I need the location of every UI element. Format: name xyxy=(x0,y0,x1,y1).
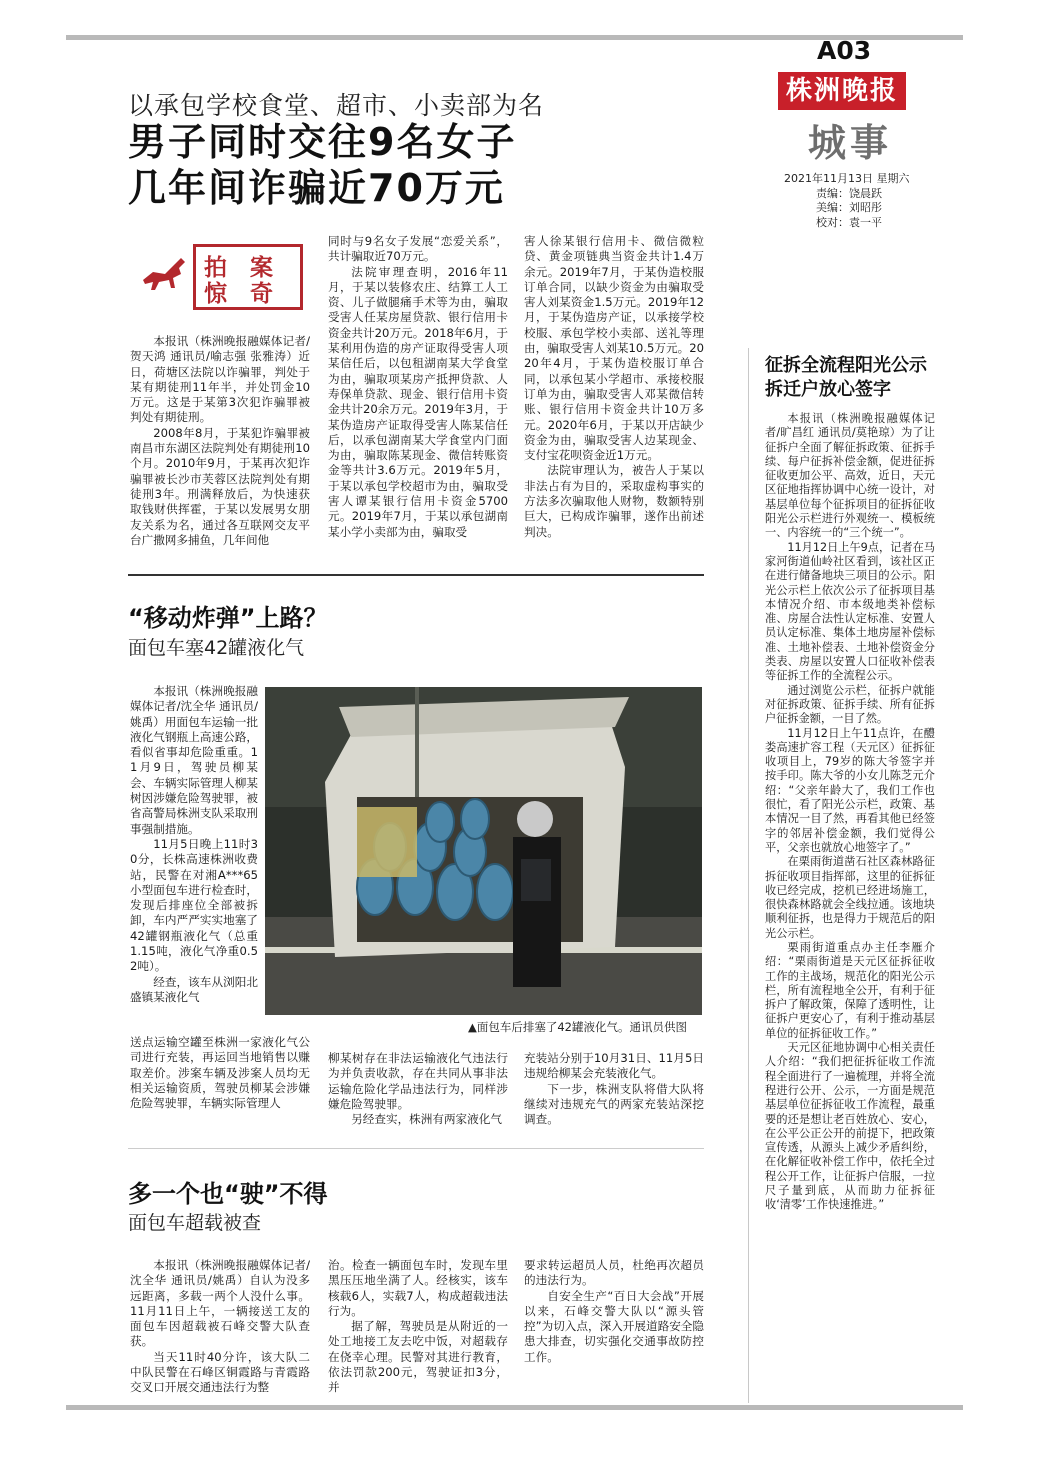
seal-char-3: 惊 xyxy=(204,280,227,307)
paragraph: 法院审理查明，2016年11月，于某以装修农庄、结算工人工资、儿子做腿痛手术等为由，骗取受害人任某房屋贷款、银行信用卡资金共计20万元。2018年6月，于某利用伪造的房产证取得受害人项某信任后，以包租湖南某大学食堂为由，骗取项某房产抵押贷款、人寿保单贷款、现金、银行信用卡资金共计20余万元。2019年3月，于某伪造房产证取得受害人陈某信任后，以承包湖南某大学食堂内门面为由，骗取陈某现金、微信转账资金等共计3.6万元。2019年5月，于某以承包学校超市为由，骗取受害人谭某银行信用卡资金5700元。2019年7月，于某以承包湖南某小学小卖部为由，骗取受 xyxy=(328,264,508,539)
page-number: A03 xyxy=(817,36,872,65)
story2-col-1 xyxy=(130,684,258,1005)
paragraph: 据了解，驾驶员是从附近的一处工地接工友去吃中饭，对超载存在侥幸心理。民警对其进行教育，依法罚款200元，驾驶证扣3分，并 xyxy=(328,1319,508,1395)
paragraph: 11月12日上午11点许，在醴娄高速扩容工程（天元区）征拆征收项目上，79岁的陈大爷签字并按手印。陈大爷的小女儿陈芝元介绍：“父亲年龄大了，我们工作也很忙，看了阳光公示栏，政策、基本情况一目了然，再看其他已经签字的邻居补偿金额，我们觉得公平，父亲也就放心地签字了。” xyxy=(765,726,935,854)
sidebar-headline-line2: 拆迁户放心签字 xyxy=(765,379,891,400)
paragraph: 本报讯（株洲晚报融媒体记者/沈全华 通讯员/姚禹）自认为没多远距离，多载一两个人没什么事。11月11日上午，一辆接送工友的面包车因超载被石峰交警大队查获。 xyxy=(130,1258,310,1349)
paragraph: 柳某树存在非法运输液化气违法行为并负责收款，存在共同从事非法运输危险化学品违法行为，同样涉嫌危险驾驶罪。 xyxy=(328,1051,508,1111)
story3-headline: 多一个也“驶”不得 xyxy=(128,1180,328,1208)
paragraph: 要求转运超员人员，杜绝再次超员的违法行为。 xyxy=(524,1258,704,1288)
paragraph: 自安全生产“百日大会战”开展以来，石峰交警大队以“源头管控”为切入点，深入开展道路安全隐患大排查，切实强化交通事故防控工作。 xyxy=(524,1288,704,1364)
story3-subhead: 面包车超载被查 xyxy=(128,1212,262,1234)
sidebar-headline-line1: 征拆全流程阳光公示 xyxy=(765,355,927,376)
credit-designer: 美编：刘昭彤 xyxy=(816,201,882,214)
lead-col-1 xyxy=(130,334,310,548)
section-divider-1 xyxy=(128,574,704,576)
horse-icon xyxy=(135,250,195,300)
story2-bottom-col-1 xyxy=(130,1035,310,1111)
credit-editor: 责编：饶晨跃 xyxy=(816,186,882,200)
section-divider-2 xyxy=(128,1148,704,1149)
story2-bottom-col-3 xyxy=(524,1051,704,1127)
seal-char-1: 拍 xyxy=(204,254,227,281)
paragraph: 2008年8月，于某犯诈骗罪被南昌市东湖区法院判处有期徒刑10个月。2010年9月，于某再次犯诈骗罪被长沙市芙蓉区法院判处有期徒刑3年。刑满释放后，为快速获取钱财供挥霍，于某以发展男女朋友关系为名，通过各互联网交友平台广撒网多捕鱼，几年间他 xyxy=(130,425,310,547)
paragraph: 栗雨街道重点办主任李雁介绍：“栗雨街道是天元区征拆征收工作的主战场，规范化的阳光公示栏，所有流程地全公开，有利于征拆户了解政策，保障了透明性，让征拆户更安心了，有利于推动基层单位的征拆征收工作。” xyxy=(765,940,935,1040)
story3-col-2 xyxy=(328,1258,508,1396)
section-title: 城事 xyxy=(808,120,893,165)
paragraph: 在栗雨街道凿石社区森林路征拆征收项目指挥部，这里的征拆征收已经完成，挖机已经进场施工，很快森林路就会全线拉通。该地块顺利征拆，也是得力于规范后的阳光公示栏。 xyxy=(765,855,935,940)
lead-col-2 xyxy=(328,234,508,540)
paragraph: 本报讯（株洲晚报融媒体记者/沈全华 通讯员/姚禹）用面包车运输一批液化气钢瓶上高速公路，看似省事却危险重重。11月9日，驾驶员柳某会、车辆实际管理人柳某树因涉嫌危险驾驶罪，被省高警局株洲支队采取刑事强制措施。 xyxy=(130,684,258,836)
credit-proofreader: 校对：袁一平 xyxy=(816,215,882,229)
seal-char-2: 案 xyxy=(250,254,273,281)
paragraph: 11月12日上午9点，记者在马家河街道仙岭社区看到，该社区正在进行储备地块三项目的公示。阳光公示栏上依次公示了征拆项目基本情况介绍、市本级地类补偿标准、房屋合法性认定标准、安置人员认定标准、集体土地房屋补偿标准、土地补偿表、土地补偿资金分类表、房屋以安置人口征收补偿表等征拆工作的全流程公示。 xyxy=(765,540,935,683)
sidebar-divider xyxy=(748,348,749,1403)
paragraph: 通过浏览公示栏，征拆户就能对征拆政策、征拆手续、所有征拆户征拆金额，一目了然。 xyxy=(765,683,935,726)
story2-bottom-col-2 xyxy=(328,1051,508,1127)
story3-col-3 xyxy=(524,1258,704,1365)
story2-subhead: 面包车塞42罐液化气 xyxy=(128,637,305,659)
paragraph: 本报讯（株洲晚报融媒体记者/贺天鸿 通讯员/喻志强 张雅涛）近日，荷塘区法院以诈骗罪，判处于某有期徒刑11年半，并处罚金10万元。这是于某第3次犯诈骗罪被判处有期徒刑。 xyxy=(130,334,310,425)
seal-char-4: 奇 xyxy=(250,280,273,307)
paragraph: 法院审理认为，被告人于某以非法占有为目的，采取虚构事实的方法多次骗取他人财物，数额特别巨大，已构成诈骗罪，遂作出前述判决。 xyxy=(524,463,704,539)
lead-headline-line1: 男子同时交往9名女子 xyxy=(128,120,517,164)
issue-date: 2021年11月13日 星期六 xyxy=(784,172,910,185)
lead-headline-line2: 几年间诈骗近70万元 xyxy=(128,166,505,210)
lead-col-3 xyxy=(524,234,704,540)
story3-col-1 xyxy=(130,1258,310,1396)
paragraph: 另经查实，株洲有两家液化气 xyxy=(351,1112,502,1127)
paragraph: 本报讯（株洲晚报融媒体记者/旷昌红 通讯员/莫艳琼）为了让征拆户全面了解征拆政策、征拆手续、每户征拆补偿金额，促进征拆征收更加公平、高效，近日，天元区征地指挥协调中心统一设计，对基层单位每个征拆项目的征拆征收阳光公示栏进行外观统一、模板统一、内容统一的“三个统一”。 xyxy=(765,412,935,540)
paragraph: 充装站分别于10月31日、11月5日违规给柳某会充装液化气。 xyxy=(524,1051,704,1081)
story2-headline: “移动炸弹”上路？ xyxy=(128,604,328,632)
seal-frame xyxy=(193,244,303,310)
credits-block xyxy=(784,172,910,230)
sidebar-body xyxy=(765,412,935,1213)
paragraph: 下一步，株洲支队将借大队将继续对违规充气的两家充装站深挖调查。 xyxy=(524,1081,704,1127)
newspaper-logo: 株洲晚报 xyxy=(778,72,906,110)
paragraph: 11月5日晚上11时30分，长株高速株洲收费站，民警在对湘A***65小型面包车进行检查时，发现后排座位全部被拆卸，车内严严实实地塞了42罐钢瓶液化气（总重1.15吨，液化气净重0.52吨）。 xyxy=(130,836,258,974)
photo-caption: ▲面包车后排塞了42罐液化气。通讯员供图 xyxy=(468,1020,687,1034)
van-loaded-with-gas-cylinders-photo xyxy=(265,687,702,1015)
paragraph: 治。检查一辆面包车时，发现车里黑压压地坐满了人。经核实，该车核载6人，实载7人，构成超载违法行为。 xyxy=(328,1258,508,1318)
news-photo-van xyxy=(265,687,702,1015)
paragraph: 害人徐某银行信用卡、微信微粒贷、黄金项链典当资金共计1.4万余元。2019年7月，于某伪造校服订单合同，以缺少资金为由骗取受害人刘某资金1.5万元。2019年12月，于某伪造房产证，以承接学校校服、承包学校小卖部、送礼等理由，骗取受害人刘某10.5万元。2020年4月，于某伪造校服订单合同，以承包某小学超市、承接校服订单为由，骗取受害人邓某微信转账、银行信用卡资金共计10万多元。2020年6月，于某以开店缺少资金为由，骗取受害人边某现金、支付宝花呗资金近1万元。 xyxy=(524,234,704,463)
bottom-rule xyxy=(66,1405,963,1410)
paragraph: 经查，该车从浏阳北盛镇某液化气 xyxy=(130,974,258,1004)
column-seal xyxy=(132,241,304,309)
paragraph: 同时与9名女子发展“恋爱关系”，共计骗取近70万元。 xyxy=(328,234,508,264)
paragraph: 天元区征地协调中心相关责任人介绍：“我们把征拆征收工作流程全面进行了一遍梳理，并将全流程进行公开、公示，一方面是规范基层单位征拆征收工作流程，最重要的还是想让老百姓放心、安心，在公平公正公开的前提下，把政策宣传透，从源头上减少矛盾纠纷，在化解征收补偿工作中，依托全过程公开工作，让征拆户信服，一拉尺子量到底，从而助力征拆征收‘清零’工作快速推进。” xyxy=(765,1041,935,1212)
paragraph: 当天11时40分许，该大队二中队民警在石峰区铜霞路与青霞路交叉口开展交通违法行为整 xyxy=(130,1349,310,1395)
lead-kicker: 以承包学校食堂、超市、小卖部为名 xyxy=(128,91,545,120)
paragraph: 送点运输空罐至株洲一家液化气公司进行充装，再运回当地销售以赚取差价。涉案车辆及涉案人员均无相关运输资质，驾驶员柳某会涉嫌危险驾驶罪，车辆实际管理人 xyxy=(130,1035,310,1111)
